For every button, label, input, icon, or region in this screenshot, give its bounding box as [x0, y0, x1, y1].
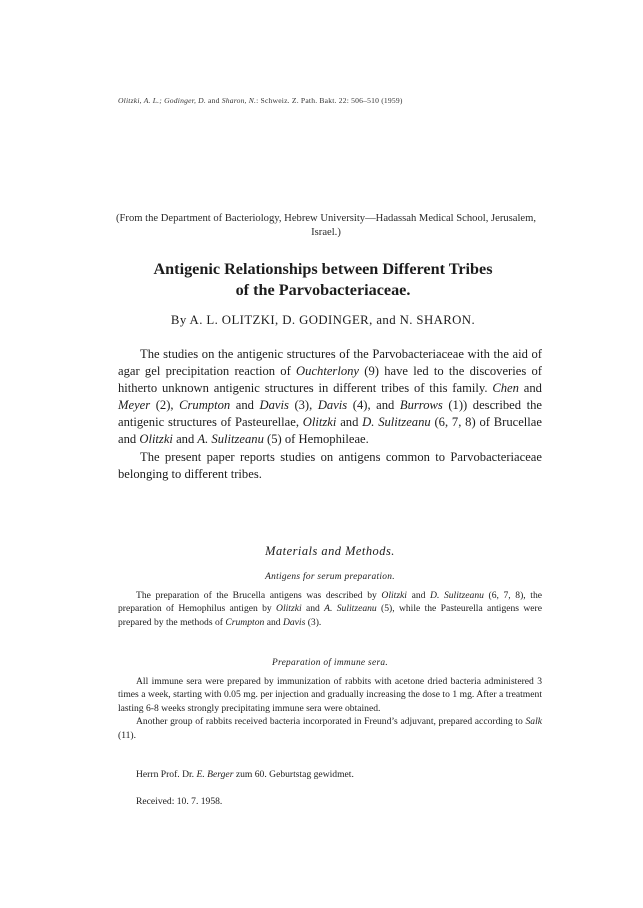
introduction: [118, 346, 542, 483]
subheading-immune-sera: Preparation of immune sera.: [271, 658, 389, 668]
methods-paragraph-1: The preparation of the Brucella antigens was described by Olitzki and D. Sulitzeanu (6, 7, 8), the preparation of Hemophilus antigen by Olitzki and A. Sulitzeanu (5), while the Pasteurella antigens were prepared by the methods of Crumpton and Davis (3).: [118, 590, 543, 628]
citation-journal: : Schweiz. Z. Path. Bakt. 22: 506–510 (1959): [256, 96, 403, 105]
citation-and: and: [205, 96, 222, 105]
citation-author3: Sharon, N.: [221, 96, 257, 105]
dedication-footnote: Herrn Prof. Dr. E. Berger zum 60. Geburtstag gewidmet.: [136, 769, 354, 780]
received-date: Received: 10. 7. 1958.: [136, 796, 223, 807]
intro-paragraph-2: The present paper reports studies on antigens common to Parvobacteriaceae belonging to different tribes.: [118, 449, 542, 481]
methods-paragraph-3: Another group of rabbits received bacteria incorporated in Freund’s adjuvant, prepared according to Salk (11).: [118, 716, 542, 741]
citation-header: [118, 96, 538, 105]
citation-authors: Olitzki, A. L.; Godinger, D.: [118, 96, 206, 105]
section-heading-methods: Materials and Methods.: [265, 544, 395, 558]
subheading-antigens: Antigens for serum preparation.: [265, 572, 395, 582]
byline: By A. L. OLITZKI, D. GODINGER, and N. SHARON.: [170, 313, 476, 327]
methods-paragraph-2: All immune sera were prepared by immunization of rabbits with acetone dried bacteria administered 3 times a week, starting with 0.05 mg. per injection and gradually increasing the dose to 1 mg. After a treatment lasting 6-8 weeks strongly precipitating immune sera were obtained. Another group of rabbits received bacteria incorporated in Freund’s adjuvant, prepared according to Salk (11).: [118, 676, 542, 741]
paper-title: [104, 259, 542, 301]
title-line-1: Antigenic Relationships between Different Tribes: [153, 260, 493, 278]
affiliation: (From the Department of Bacteriology, Hebrew University—Hadassah Medical School, Jerusalem, Israel.): [116, 213, 537, 238]
intro-paragraph-1: The studies on the antigenic structures of the Parvobacteriaceae with the aid of agar gel precipitation reaction of Ouchterlony (9) have led to the discoveries of hitherto unknown antigenic structures in different tribes of this family. Chen and Meyer (2), Crumpton and Davis (3), Davis (4), and Burrows (1)) described the antigenic structures of Pasteurellae, Olitzki and D. Sulitzeanu (6, 7, 8) of Brucellae and Olitzki and A. Sulitzeanu (5) of Hemophileae.: [118, 347, 542, 447]
title-line-2: of the Parvobacteriaceae.: [235, 281, 411, 299]
